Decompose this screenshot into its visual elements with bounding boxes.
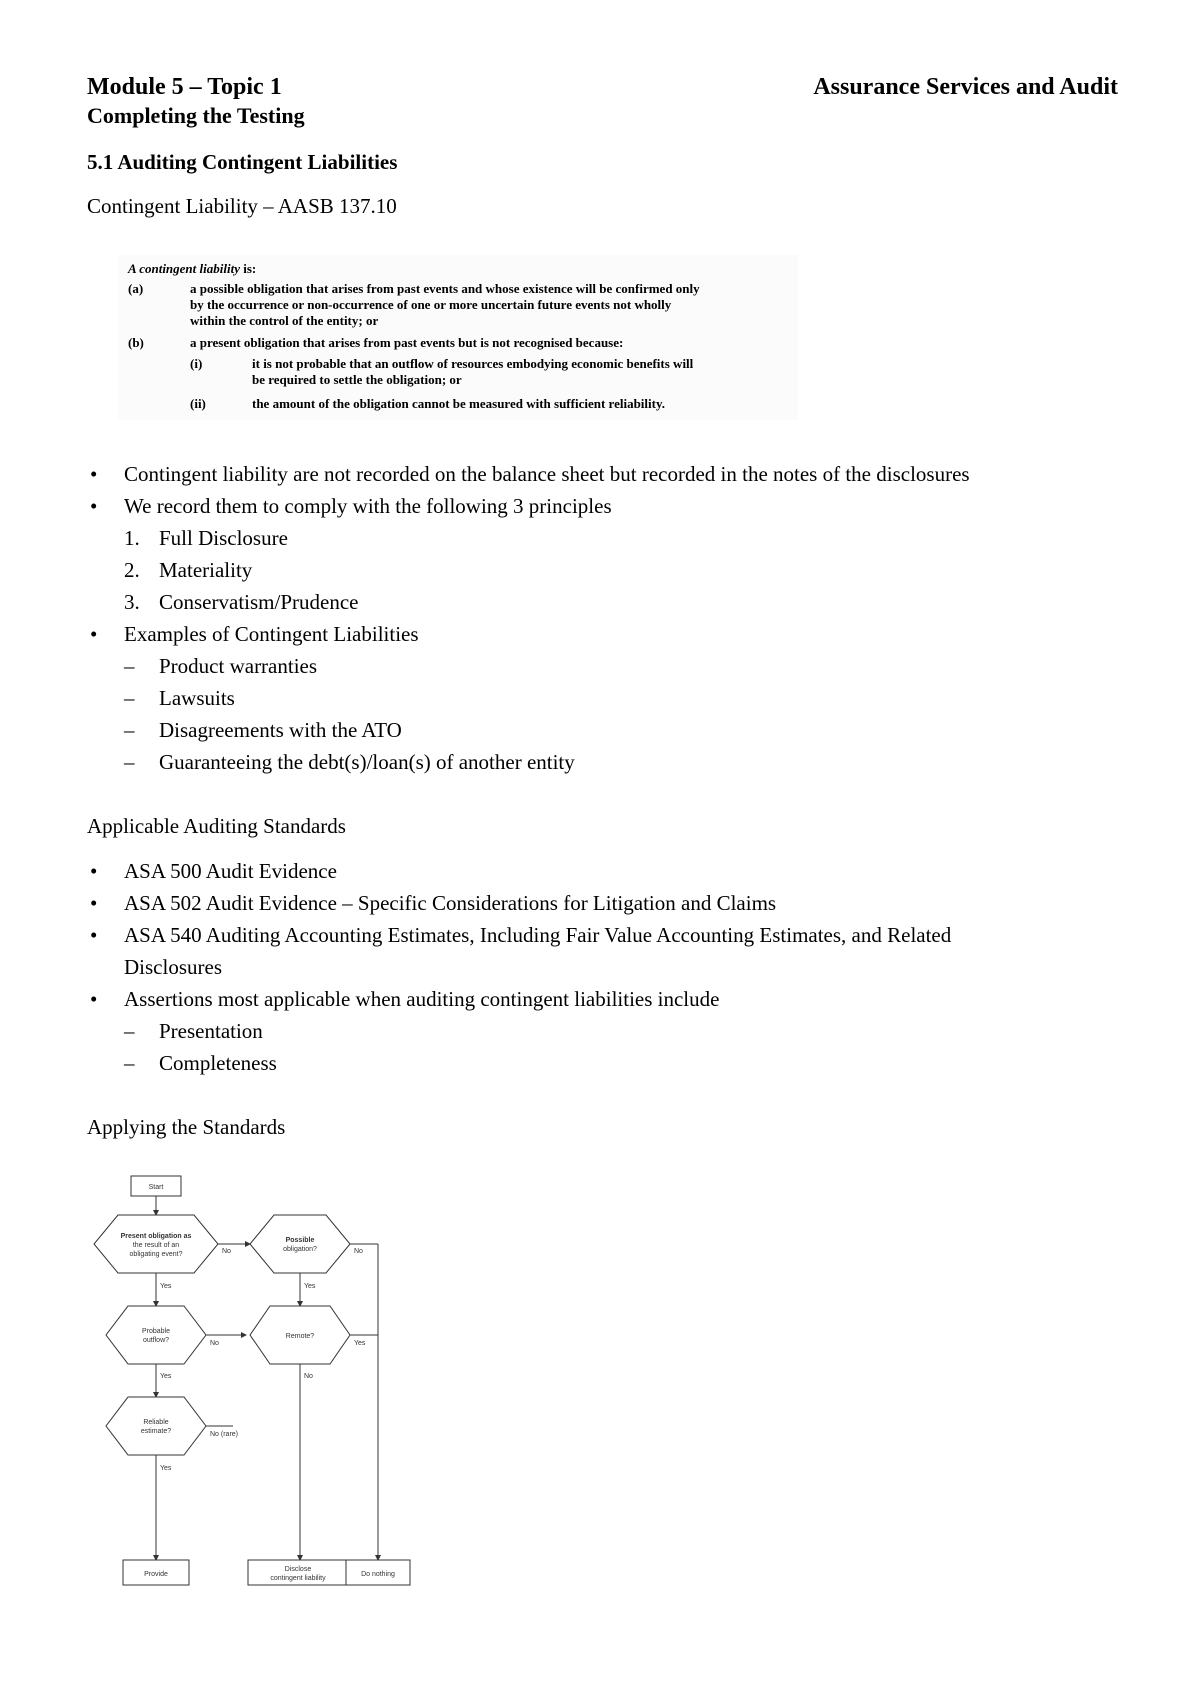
def-a-line3: within the control of the entity; or xyxy=(190,313,379,328)
applying-heading: Applying the Standards xyxy=(87,1115,286,1139)
number-marker: 3. xyxy=(124,590,140,614)
definition-term: A contingent liability xyxy=(128,261,240,276)
bullet-marker: • xyxy=(90,462,98,486)
bullet-marker: • xyxy=(90,891,98,915)
module-title: Module 5 – Topic 1 xyxy=(87,74,282,100)
result-provide-label: Provide xyxy=(144,1571,168,1578)
marker-a: (a) xyxy=(128,281,144,296)
def-i-line2: be required to settle the obligation; or xyxy=(252,372,462,387)
decision-tree-figure xyxy=(88,1152,468,1602)
edge-no: No xyxy=(210,1340,219,1347)
edge-no: No xyxy=(304,1373,313,1380)
edge-no: No xyxy=(222,1248,231,1255)
q4-label: Remote? xyxy=(285,1333,315,1340)
def-b-line1: a present obligation that arises from past events but is not recognised because: xyxy=(190,335,624,350)
definition-heading: Contingent Liability – AASB 137.10 xyxy=(87,194,397,218)
result-disclose-label-line1: Disclose xyxy=(284,1566,312,1573)
decision-probable-outflow xyxy=(106,1306,206,1364)
def-a-line1: a possible obligation that arises from past events and whose existence will be confirmed only xyxy=(190,281,700,296)
list-item: ASA 502 Audit Evidence – Specific Considerations for Litigation and Claims xyxy=(124,891,777,915)
definition-intro xyxy=(128,261,256,277)
list-item: Assertions most applicable when auditing contingent liabilities include xyxy=(124,987,720,1011)
edge-yes: Yes xyxy=(304,1283,316,1290)
list-item: Conservatism/Prudence xyxy=(159,590,359,614)
edge-yes: Yes xyxy=(160,1283,172,1290)
bullet-marker: • xyxy=(90,859,98,883)
standards-heading: Applicable Auditing Standards xyxy=(87,814,346,838)
decision-reliable-estimate xyxy=(106,1397,206,1455)
list-item: Contingent liability are not recorded on the balance sheet but recorded in the notes of the disclosures xyxy=(124,462,970,486)
dash-marker: – xyxy=(124,654,135,678)
dash-marker: – xyxy=(124,750,135,774)
list-item: Lawsuits xyxy=(159,686,235,710)
section-title: 5.1 Auditing Contingent Liabilities xyxy=(87,150,398,174)
edge-yes: Yes xyxy=(160,1373,172,1380)
def-ii-line1: the amount of the obligation cannot be measured with sufficient reliability. xyxy=(252,396,665,411)
list-item: ASA 500 Audit Evidence xyxy=(124,859,337,883)
bullet-marker: • xyxy=(90,987,98,1011)
list-item: Examples of Contingent Liabilities xyxy=(124,622,419,646)
edge-no-rare: No (rare) xyxy=(210,1431,239,1438)
number-marker: 2. xyxy=(124,558,140,582)
list-item-continued: Disclosures xyxy=(124,955,222,979)
list-item: Full Disclosure xyxy=(159,526,288,550)
definition-is: is: xyxy=(239,261,257,276)
dash-marker: – xyxy=(124,1019,135,1043)
start-label: Start xyxy=(148,1184,164,1191)
decision-tree-diagram xyxy=(88,1152,468,1602)
edge-no: No xyxy=(354,1248,363,1255)
edge-yes: Yes xyxy=(354,1340,366,1347)
marker-i: (i) xyxy=(190,356,203,371)
q1-label-line3: obligating event? xyxy=(129,1251,183,1258)
bullet-marker: • xyxy=(90,923,98,947)
course-title: Assurance Services and Audit xyxy=(813,74,1118,100)
decision-possible-obligation xyxy=(250,1215,350,1273)
edge-yes: Yes xyxy=(160,1465,172,1472)
number-marker: 1. xyxy=(124,526,140,550)
list-item: Guaranteeing the debt(s)/loan(s) of another entity xyxy=(159,750,575,774)
q3-label-line2: outflow? xyxy=(142,1337,170,1344)
result-do-nothing-label: Do nothing xyxy=(361,1571,395,1578)
list-item: We record them to comply with the following 3 principles xyxy=(124,494,612,518)
list-item: Product warranties xyxy=(159,654,318,678)
list-item: Completeness xyxy=(159,1051,277,1075)
q5-label-line1: Reliable xyxy=(143,1419,169,1426)
result-disclose-label-line2: contingent liability xyxy=(270,1575,326,1582)
list-item: Presentation xyxy=(159,1019,263,1043)
dash-marker: – xyxy=(124,718,135,742)
bullet-marker: • xyxy=(90,622,98,646)
q2-label-line2: obligation? xyxy=(283,1246,317,1253)
q3-label-line1: Probable xyxy=(141,1328,171,1335)
list-item: ASA 540 Auditing Accounting Estimates, Including Fair Value Accounting Estimates, and Related xyxy=(124,923,952,947)
bullet-marker: • xyxy=(90,494,98,518)
marker-b: (b) xyxy=(128,335,144,350)
topic-subtitle: Completing the Testing xyxy=(87,103,305,128)
q5-label-line2: estimate? xyxy=(140,1428,172,1435)
marker-ii: (ii) xyxy=(190,396,206,411)
q2-label-line1: Possible xyxy=(285,1237,315,1244)
list-item: Materiality xyxy=(159,558,253,582)
list-item: Disagreements with the ATO xyxy=(159,718,402,742)
q1-label-line2: the result of an xyxy=(132,1242,180,1249)
q1-label-line1: Present obligation as xyxy=(120,1233,192,1240)
def-a-line2: by the occurrence or non-occurrence of one or more uncertain future events not wholly xyxy=(190,297,672,312)
definition-excerpt xyxy=(118,255,798,420)
def-i-line1: it is not probable that an outflow of resources embodying economic benefits will xyxy=(252,356,694,371)
dash-marker: – xyxy=(124,686,135,710)
dash-marker: – xyxy=(124,1051,135,1075)
